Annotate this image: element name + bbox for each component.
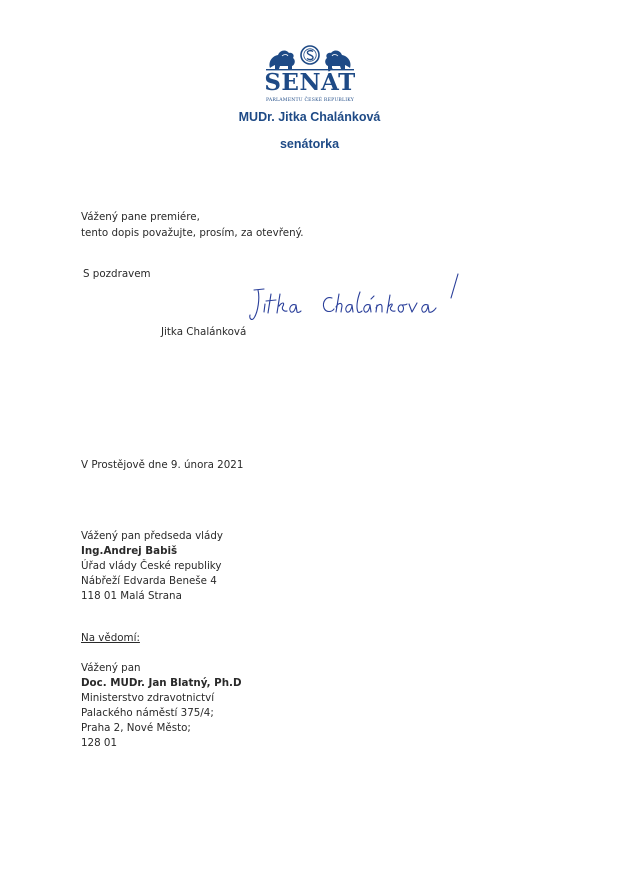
cc-street: Palackého náměstí 375/4; [81,707,214,719]
place-date: V Prostějově dne 9. února 2021 [81,459,244,471]
closing-greeting: S pozdravem [83,268,151,280]
cc-city: Praha 2, Nové Město; [81,722,191,734]
senate-emblem-icon [262,42,358,72]
body-line: tento dopis považujte, prosím, za otevřený. [81,227,304,239]
cc-name: Doc. MUDr. Jan Blatný, Ph.D [81,677,242,689]
sender-name: MUDr. Jitka Chalánková [238,110,381,124]
recipient-street: Nábřeží Edvarda Beneše 4 [81,575,217,587]
recipient-name: Ing.Andrej Babiš [81,545,178,557]
recipient-line1: Vážený pan předseda vlády [81,530,223,542]
cc-org: Ministerstvo zdravotnictví [81,692,215,704]
cc-line1: Vážený pan [81,662,141,674]
salutation: Vážený pane premiére, [81,211,200,223]
senate-logo [262,42,358,108]
handwritten-signature [244,268,474,328]
institution-subtitle: PARLAMENTU ČESKÉ REPUBLIKY [265,98,355,103]
recipient-org: Úřad vlády České republiky [81,560,222,572]
cc-zip: 128 01 [81,737,118,749]
sender-title: senátorka [279,137,340,151]
institution-name: SENÁT [264,69,356,96]
signature-name: Jitka Chalánková [161,326,247,338]
recipient-city: 118 01 Malá Strana [81,590,182,602]
cc-heading: Na vědomí: [81,632,140,644]
